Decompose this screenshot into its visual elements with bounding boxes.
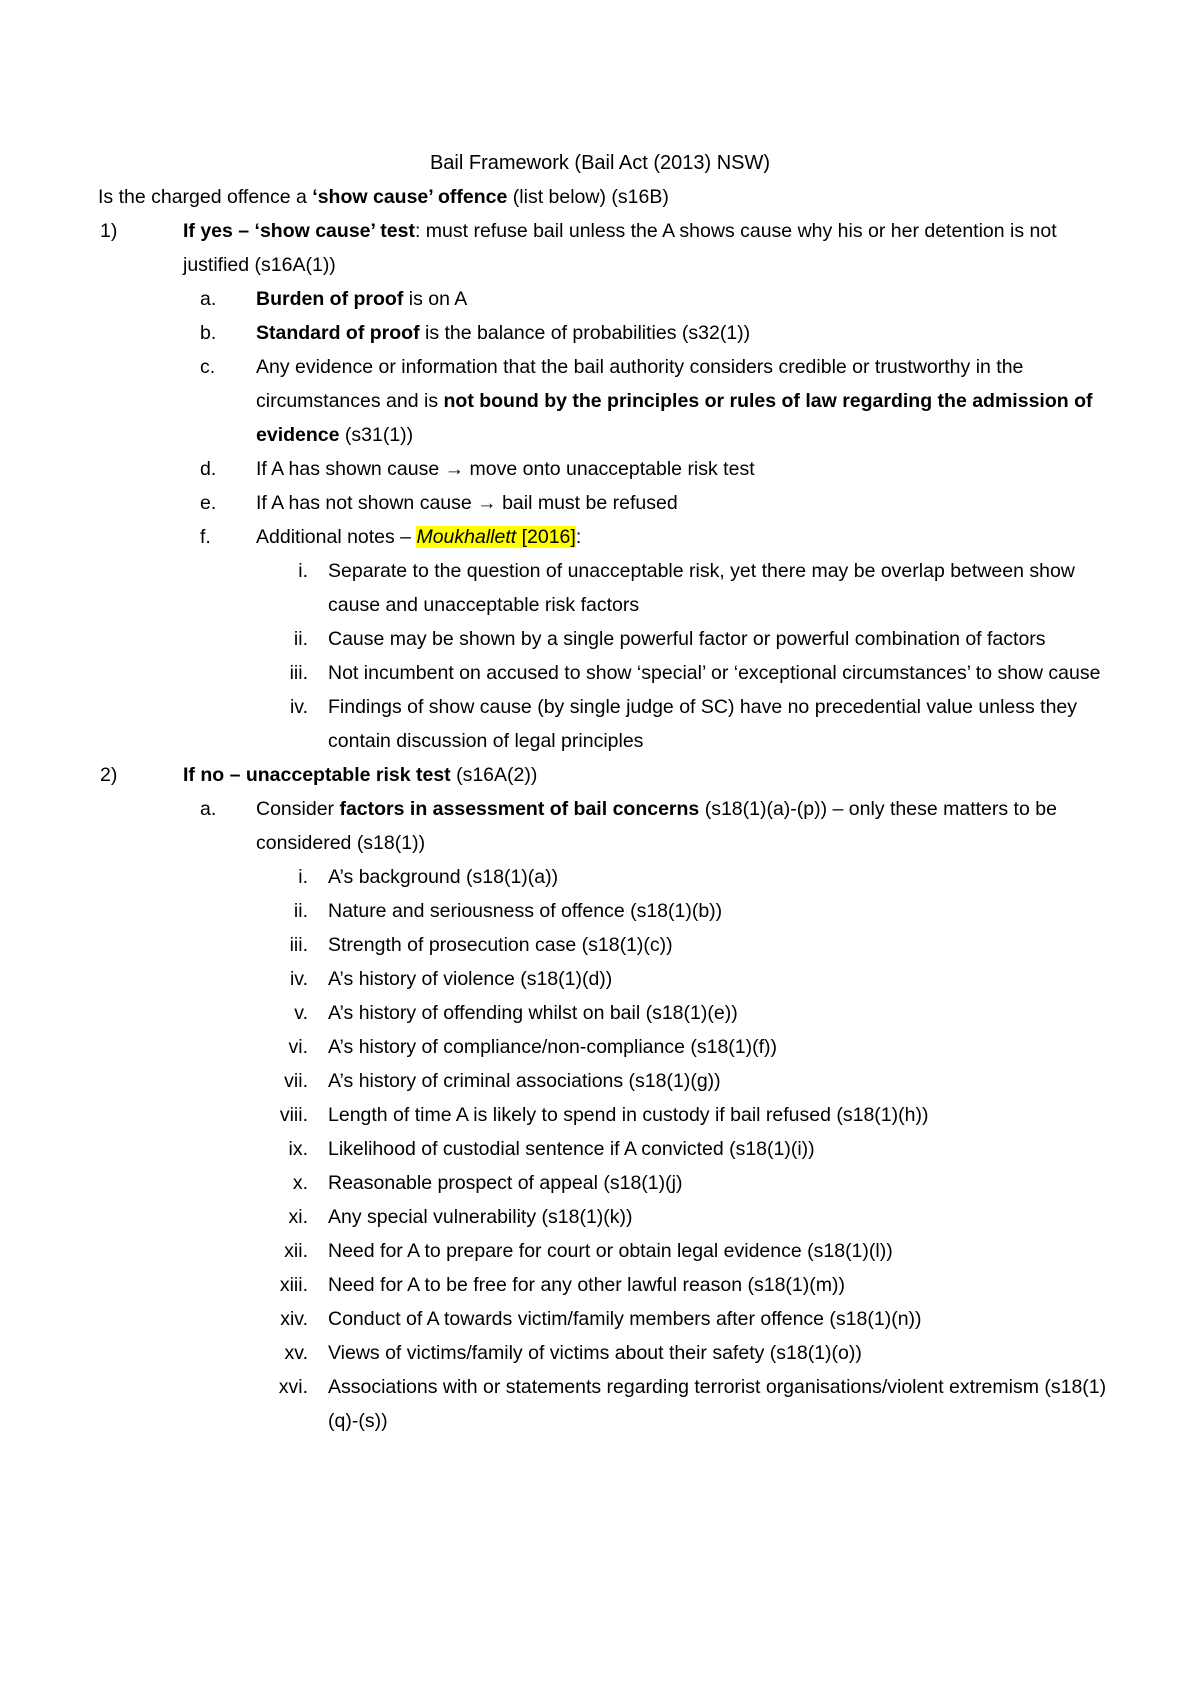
factor-item: xiii. Need for A to be free for any other lawful reason (s18(1)(m))	[0, 1268, 1200, 1302]
item-1d: d. If A has shown cause → move onto unacceptable risk test	[0, 452, 1200, 486]
factor-item: vi. A’s history of compliance/non-compliance (s18(1)(f))	[0, 1030, 1200, 1064]
case-name: Moukhallett	[416, 526, 517, 548]
section-2-unacceptable-risk: 2) If no – unacceptable risk test (s16A(2))	[0, 758, 1200, 792]
list-marker: i.	[298, 866, 308, 888]
document-title: Bail Framework (Bail Act (2013) NSW)	[429, 152, 771, 174]
list-marker: a.	[200, 798, 217, 820]
note-item: ii. Cause may be shown by a single powerful factor or powerful combination of factors	[0, 622, 1200, 656]
item-1e: e. If A has not shown cause → bail must be refused	[0, 486, 1200, 520]
list-marker: viii.	[279, 1104, 308, 1126]
factor-item: xvi. Associations with or statements regarding terrorist organisations/violent extremism (s18(1)(q)-(s))	[0, 1370, 1200, 1438]
intro-question: Is the charged offence a ‘show cause’ offence (list below) (s16B)	[98, 186, 669, 208]
note-item: iii. Not incumbent on accused to show ‘special’ or ‘exceptional circumstances’ to show cause	[0, 656, 1200, 690]
list-marker: xii.	[284, 1240, 308, 1262]
list-marker: ix.	[288, 1138, 308, 1160]
factor-item: ii. Nature and seriousness of offence (s18(1)(b))	[0, 894, 1200, 928]
list-marker: xv.	[284, 1342, 308, 1364]
factor-item: ix. Likelihood of custodial sentence if A convicted (s18(1)(i))	[0, 1132, 1200, 1166]
list-marker: vi.	[288, 1036, 308, 1058]
list-marker: c.	[200, 356, 216, 378]
list-marker: 2)	[100, 764, 118, 786]
list-marker: f.	[200, 526, 211, 548]
document-body	[0, 214, 1200, 1438]
section-heading: If no – unacceptable risk test	[183, 764, 451, 786]
item-2a: a. Consider factors in assessment of bail concerns (s18(1)(a)-(p)) – only these matters to be considered (s18(1))	[0, 792, 1200, 860]
factor-item: xi. Any special vulnerability (s18(1)(k))	[0, 1200, 1200, 1234]
factor-item: iii. Strength of prosecution case (s18(1)(c))	[0, 928, 1200, 962]
note-item: i. Separate to the question of unacceptable risk, yet there may be overlap between show cause and unacceptable risk factors	[0, 554, 1200, 622]
list-marker: i.	[298, 560, 308, 582]
list-marker: v.	[294, 1002, 308, 1024]
list-marker: 1)	[100, 220, 118, 242]
factor-item: i. A’s background (s18(1)(a))	[0, 860, 1200, 894]
list-marker: xiii.	[279, 1274, 308, 1296]
list-marker: ii.	[293, 900, 308, 922]
item-1f: f. Additional notes – Moukhallett [2016]:	[0, 520, 1200, 554]
list-marker: d.	[200, 458, 217, 480]
factor-item: x. Reasonable prospect of appeal (s18(1)(j)	[0, 1166, 1200, 1200]
factor-item: xii. Need for A to prepare for court or obtain legal evidence (s18(1)(l))	[0, 1234, 1200, 1268]
list-marker: ii.	[293, 628, 308, 650]
case-citation-highlight	[416, 526, 575, 548]
case-year: [2016]	[516, 526, 576, 548]
list-marker: b.	[200, 322, 217, 344]
list-marker: e.	[200, 492, 217, 514]
list-marker: iii.	[289, 662, 308, 684]
factor-item: xiv. Conduct of A towards victim/family members after offence (s18(1)(n))	[0, 1302, 1200, 1336]
list-marker: xiv.	[280, 1308, 308, 1330]
factor-item: vii. A’s history of criminal associations (s18(1)(g))	[0, 1064, 1200, 1098]
item-1c: c. Any evidence or information that the bail authority considers credible or trustworthy in the circumstances and is not bound by the principles or rules of law regarding the admission of evidence (s31(1))	[0, 350, 1200, 452]
item-1a: a. Burden of proof is on A	[0, 282, 1200, 316]
list-marker: a.	[200, 288, 217, 310]
list-marker: iv.	[289, 968, 308, 990]
factor-item: viii. Length of time A is likely to spend in custody if bail refused (s18(1)(h))	[0, 1098, 1200, 1132]
factor-item: iv. A’s history of violence (s18(1)(d))	[0, 962, 1200, 996]
factor-item: xv. Views of victims/family of victims about their safety (s18(1)(o))	[0, 1336, 1200, 1370]
list-marker: vii.	[284, 1070, 308, 1092]
factor-item: v. A’s history of offending whilst on bail (s18(1)(e))	[0, 996, 1200, 1030]
note-item: iv. Findings of show cause (by single judge of SC) have no precedential value unless they contain discussion of legal principles	[0, 690, 1200, 758]
list-marker: x.	[292, 1172, 308, 1194]
list-marker: iv.	[289, 696, 308, 718]
item-1b: b. Standard of proof is the balance of probabilities (s32(1))	[0, 316, 1200, 350]
list-marker: xi.	[288, 1206, 308, 1228]
section-1-show-cause: 1) If yes – ‘show cause’ test: must refuse bail unless the A shows cause why his or her detention is not justified (s16A(1))	[0, 214, 1200, 282]
show-cause-term: ‘show cause’ offence	[312, 186, 508, 208]
section-heading: If yes – ‘show cause’ test	[183, 220, 415, 242]
list-marker: xvi.	[278, 1376, 308, 1398]
list-marker: iii.	[289, 934, 308, 956]
